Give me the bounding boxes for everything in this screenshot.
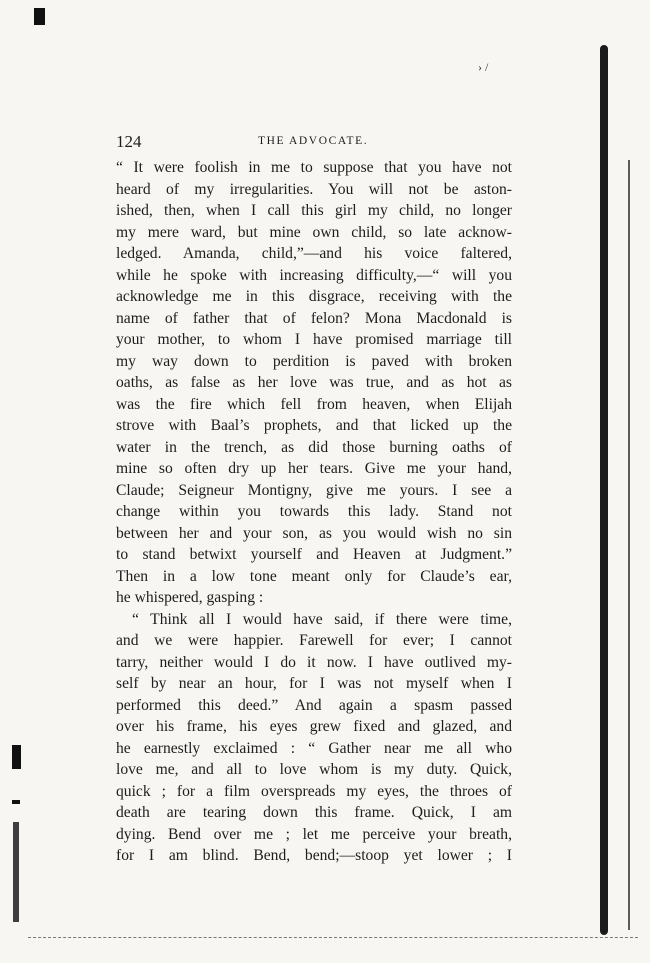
text-line: ledged. Amanda, child,”—and his voice faltered, bbox=[116, 245, 512, 262]
running-title: THE ADVOCATE. bbox=[258, 135, 369, 147]
text-line: your mother, to whom I have promised marriage till bbox=[116, 331, 512, 348]
corner-mark: › / bbox=[478, 60, 489, 74]
text-line: my mere ward, but mine own child, so late acknow- bbox=[116, 223, 512, 241]
text-line: ished, then, when I call this girl my child, no longer bbox=[116, 202, 512, 219]
text-line: “ Think all I would have said, if there were time, bbox=[132, 610, 512, 628]
running-header bbox=[116, 132, 516, 154]
text-line: dying. Bend over me ; let me perceive your breath, bbox=[116, 825, 512, 843]
text-line: self by near an hour, for I was not myself when I bbox=[116, 675, 512, 692]
scan-mark-top-left bbox=[34, 8, 45, 25]
text-line: and we were happier. Farewell for ever; I cannot bbox=[116, 632, 512, 649]
text-line: “ It were foolish in me to suppose that you have not bbox=[116, 159, 512, 176]
text-line: over his frame, his eyes grew fixed and glazed, and bbox=[116, 718, 512, 735]
text-line: while he spoke with increasing difficulty,—“ will you bbox=[116, 266, 512, 284]
text-line: name of father that of felon? Mona Macdonald is bbox=[116, 309, 512, 327]
text-line: between her and your son, as you would wish no sin bbox=[116, 524, 512, 542]
text-line: love me, and all to love whom is my duty. Quick, bbox=[116, 761, 512, 778]
text-line: he earnestly exclaimed : “ Gather near me all who bbox=[116, 739, 512, 757]
bottom-rule bbox=[28, 937, 638, 938]
page-edge-thin bbox=[628, 160, 630, 930]
text-line: my way down to perdition is paved with broken bbox=[116, 352, 512, 370]
text-line: to stand betwixt yourself and Heaven at Judgment.” bbox=[116, 546, 512, 563]
scan-mark-left-2 bbox=[12, 800, 20, 804]
text-line: Then in a low tone meant only for Claude’s ear, bbox=[116, 567, 512, 585]
scan-mark-left-1 bbox=[12, 745, 21, 769]
text-line: Claude; Seigneur Montigny, give me yours. I see a bbox=[116, 481, 512, 499]
body-text bbox=[116, 157, 512, 867]
text-line: death are tearing down this frame. Quick, I am bbox=[116, 804, 512, 821]
page-number: 124 bbox=[116, 132, 142, 151]
text-line: for I am blind. Bend, bend;—stoop yet lower ; I bbox=[116, 847, 512, 864]
text-line: tarry, neither would I do it now. I have outlived my- bbox=[116, 653, 512, 671]
text-line: quick ; for a film overspreads my eyes, the throes of bbox=[116, 782, 512, 800]
text-line: he whispered, gasping : bbox=[116, 589, 264, 606]
text-line: performed this deed.” And again a spasm passed bbox=[116, 696, 512, 714]
page-edge-shadow bbox=[600, 45, 608, 935]
text-line: change within you towards this lady. Stand not bbox=[116, 503, 512, 520]
text-line: mine so often dry up her tears. Give me your hand, bbox=[116, 460, 512, 477]
text-line: acknowledge me in this disgrace, receiving with the bbox=[116, 288, 512, 305]
text-line: was the fire which fell from heaven, when Elijah bbox=[116, 395, 512, 413]
text-line: heard of my irregularities. You will not be aston- bbox=[116, 180, 512, 198]
text-line: water in the trench, as did those burning oaths of bbox=[116, 438, 512, 456]
text-line: oaths, as false as her love was true, and as hot as bbox=[116, 374, 512, 391]
scan-mark-left-3 bbox=[13, 822, 19, 922]
text-line: strove with Baal’s prophets, and that licked up the bbox=[116, 417, 512, 434]
